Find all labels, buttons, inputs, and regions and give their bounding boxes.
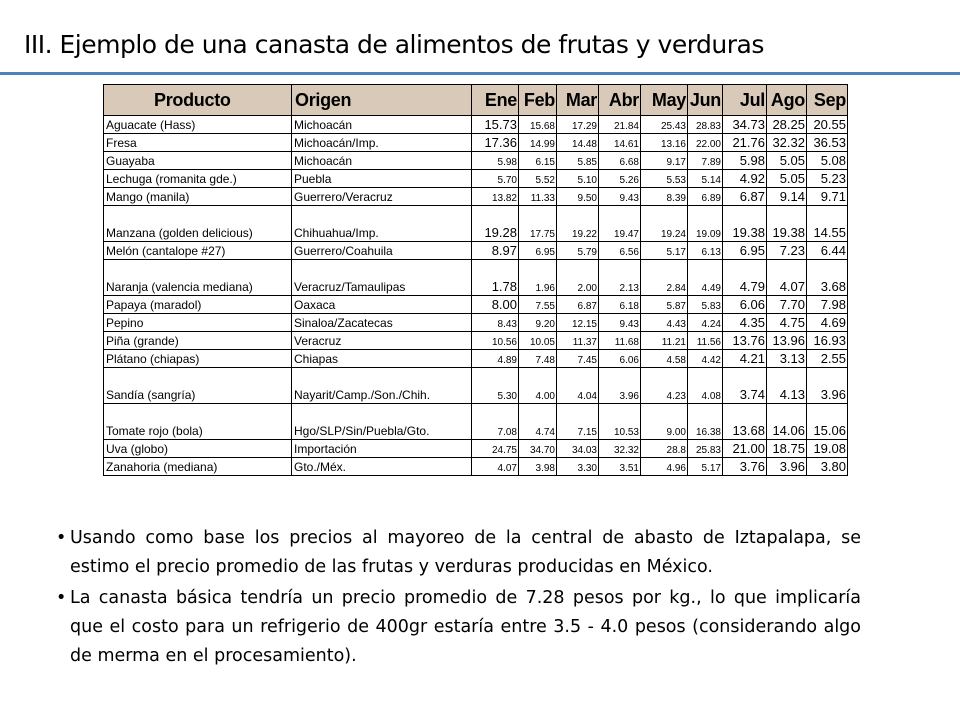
price-cell: 36.53 <box>807 134 848 152</box>
price-cell: 5.10 <box>557 170 599 188</box>
price-cell: 32.32 <box>767 134 807 152</box>
price-cell: 11.68 <box>599 332 641 350</box>
product-cell: Aguacate (Hass) <box>104 116 292 134</box>
price-cell: 7.23 <box>767 242 807 260</box>
product-cell: Naranja (valencia mediana) <box>104 260 292 296</box>
price-cell: 14.61 <box>599 134 641 152</box>
table-row <box>104 116 848 134</box>
price-cell: 8.97 <box>472 242 519 260</box>
price-cell: 19.08 <box>807 440 848 458</box>
price-cell: 8.43 <box>472 314 519 332</box>
origin-cell: Guerrero/Veracruz <box>292 188 472 206</box>
origin-cell: Veracruz/Tamaulipas <box>292 260 472 296</box>
price-cell: 4.07 <box>767 260 807 296</box>
price-cell: 4.21 <box>723 350 767 368</box>
origin-cell: Puebla <box>292 170 472 188</box>
table-row <box>104 242 848 260</box>
price-cell: 20.55 <box>807 116 848 134</box>
header-producto: Producto <box>104 85 292 116</box>
header-origen: Origen <box>292 85 472 116</box>
price-cell: 11.37 <box>557 332 599 350</box>
price-cell: 4.79 <box>723 260 767 296</box>
slide-title: III. Ejemplo de una canasta de alimentos de frutas y verduras <box>24 30 764 59</box>
table-row <box>104 368 848 404</box>
price-cell: 4.92 <box>723 170 767 188</box>
price-cell: 4.89 <box>472 350 519 368</box>
product-cell: Fresa <box>104 134 292 152</box>
price-cell: 34.03 <box>557 440 599 458</box>
price-cell: 5.83 <box>688 296 723 314</box>
price-cell: 13.68 <box>723 404 767 440</box>
price-cell: 5.14 <box>688 170 723 188</box>
header-ago: Ago <box>767 85 807 116</box>
price-cell: 6.18 <box>599 296 641 314</box>
price-cell: 3.13 <box>767 350 807 368</box>
price-cell: 4.49 <box>688 260 723 296</box>
price-cell: 19.38 <box>767 206 807 242</box>
price-cell: 14.55 <box>807 206 848 242</box>
price-cell: 3.30 <box>557 458 599 476</box>
price-cell: 5.08 <box>807 152 848 170</box>
origin-cell: Nayarit/Camp./Son./Chih. <box>292 368 472 404</box>
price-cell: 3.74 <box>723 368 767 404</box>
product-cell: Lechuga (romanita gde.) <box>104 170 292 188</box>
price-cell: 15.73 <box>472 116 519 134</box>
product-cell: Sandía (sangría) <box>104 368 292 404</box>
price-cell: 4.43 <box>641 314 688 332</box>
price-cell: 13.76 <box>723 332 767 350</box>
price-cell: 12.15 <box>557 314 599 332</box>
product-cell: Melón (cantalope #27) <box>104 242 292 260</box>
price-cell: 5.79 <box>557 242 599 260</box>
origin-cell: Sinaloa/Zacatecas <box>292 314 472 332</box>
price-cell: 28.25 <box>767 116 807 134</box>
header-jul: Jul <box>723 85 767 116</box>
origin-cell: Guerrero/Coahuila <box>292 242 472 260</box>
price-cell: 7.70 <box>767 296 807 314</box>
price-cell: 3.68 <box>807 260 848 296</box>
price-cell: 6.95 <box>723 242 767 260</box>
product-cell: Piña (grande) <box>104 332 292 350</box>
price-cell: 3.76 <box>723 458 767 476</box>
product-cell: Uva (globo) <box>104 440 292 458</box>
price-cell: 5.53 <box>641 170 688 188</box>
price-cell: 28.83 <box>688 116 723 134</box>
price-cell: 5.98 <box>723 152 767 170</box>
table-row <box>104 332 848 350</box>
price-cell: 19.24 <box>641 206 688 242</box>
product-cell: Mango (manila) <box>104 188 292 206</box>
price-cell: 5.17 <box>641 242 688 260</box>
table-row <box>104 260 848 296</box>
price-table <box>103 84 848 476</box>
price-cell: 15.68 <box>519 116 557 134</box>
price-cell: 9.14 <box>767 188 807 206</box>
price-cell: 13.96 <box>767 332 807 350</box>
price-cell: 9.50 <box>557 188 599 206</box>
price-cell: 3.51 <box>599 458 641 476</box>
price-cell: 6.06 <box>723 296 767 314</box>
price-cell: 5.98 <box>472 152 519 170</box>
price-cell: 11.21 <box>641 332 688 350</box>
price-cell: 25.43 <box>641 116 688 134</box>
price-cell: 6.06 <box>599 350 641 368</box>
price-cell: 25.83 <box>688 440 723 458</box>
price-cell: 19.22 <box>557 206 599 242</box>
price-cell: 19.28 <box>472 206 519 242</box>
origin-cell: Michoacán <box>292 152 472 170</box>
price-cell: 8.00 <box>472 296 519 314</box>
price-cell: 32.32 <box>599 440 641 458</box>
price-cell: 4.42 <box>688 350 723 368</box>
price-cell: 5.05 <box>767 170 807 188</box>
price-cell: 17.75 <box>519 206 557 242</box>
price-cell: 6.89 <box>688 188 723 206</box>
price-cell: 9.17 <box>641 152 688 170</box>
origin-cell: Oaxaca <box>292 296 472 314</box>
price-cell: 2.13 <box>599 260 641 296</box>
price-cell: 11.56 <box>688 332 723 350</box>
table-row <box>104 314 848 332</box>
table-row <box>104 206 848 242</box>
price-cell: 7.98 <box>807 296 848 314</box>
price-cell: 5.17 <box>688 458 723 476</box>
price-cell: 3.80 <box>807 458 848 476</box>
price-cell: 18.75 <box>767 440 807 458</box>
price-cell: 4.00 <box>519 368 557 404</box>
bullet-dot-icon: • <box>56 588 67 608</box>
price-cell: 4.23 <box>641 368 688 404</box>
product-cell: Pepino <box>104 314 292 332</box>
price-cell: 1.96 <box>519 260 557 296</box>
price-cell: 10.05 <box>519 332 557 350</box>
price-cell: 9.43 <box>599 188 641 206</box>
price-cell: 9.43 <box>599 314 641 332</box>
price-cell: 4.75 <box>767 314 807 332</box>
origin-cell: Gto./Méx. <box>292 458 472 476</box>
product-cell: Papaya (maradol) <box>104 296 292 314</box>
table-row <box>104 296 848 314</box>
price-cell: 4.74 <box>519 404 557 440</box>
product-cell: Manzana (golden delicious) <box>104 206 292 242</box>
price-cell: 9.71 <box>807 188 848 206</box>
header-sep: Sep <box>807 85 848 116</box>
price-cell: 14.48 <box>557 134 599 152</box>
price-cell: 4.96 <box>641 458 688 476</box>
table-row <box>104 458 848 476</box>
header-jun: Jun <box>688 85 723 116</box>
price-cell: 4.07 <box>472 458 519 476</box>
price-cell: 5.23 <box>807 170 848 188</box>
header-may: May <box>641 85 688 116</box>
price-cell: 34.73 <box>723 116 767 134</box>
price-cell: 19.47 <box>599 206 641 242</box>
price-cell: 3.96 <box>599 368 641 404</box>
price-cell: 4.24 <box>688 314 723 332</box>
price-cell: 5.30 <box>472 368 519 404</box>
price-cell: 7.89 <box>688 152 723 170</box>
origin-cell: Michoacán/Imp. <box>292 134 472 152</box>
price-cell: 9.20 <box>519 314 557 332</box>
price-cell: 6.13 <box>688 242 723 260</box>
price-cell: 5.87 <box>641 296 688 314</box>
product-cell: Guayaba <box>104 152 292 170</box>
price-cell: 16.38 <box>688 404 723 440</box>
price-cell: 6.44 <box>807 242 848 260</box>
header-ene: Ene <box>472 85 519 116</box>
price-cell: 24.75 <box>472 440 519 458</box>
price-cell: 4.35 <box>723 314 767 332</box>
price-cell: 7.48 <box>519 350 557 368</box>
price-cell: 21.76 <box>723 134 767 152</box>
price-cell: 5.70 <box>472 170 519 188</box>
price-cell: 5.85 <box>557 152 599 170</box>
product-cell: Plátano (chiapas) <box>104 350 292 368</box>
price-cell: 7.45 <box>557 350 599 368</box>
price-cell: 4.69 <box>807 314 848 332</box>
price-cell: 7.15 <box>557 404 599 440</box>
price-cell: 5.52 <box>519 170 557 188</box>
origin-cell: Importación <box>292 440 472 458</box>
product-cell: Zanahoria (mediana) <box>104 458 292 476</box>
price-cell: 5.26 <box>599 170 641 188</box>
header-abr: Abr <box>599 85 641 116</box>
price-cell: 4.08 <box>688 368 723 404</box>
price-cell: 2.84 <box>641 260 688 296</box>
price-cell: 2.55 <box>807 350 848 368</box>
price-cell: 6.15 <box>519 152 557 170</box>
note-bullet-1 <box>56 524 861 582</box>
price-cell: 6.68 <box>599 152 641 170</box>
product-cell: Tomate rojo (bola) <box>104 404 292 440</box>
price-cell: 19.09 <box>688 206 723 242</box>
origin-cell: Michoacán <box>292 116 472 134</box>
price-cell: 21.00 <box>723 440 767 458</box>
price-cell: 15.06 <box>807 404 848 440</box>
origin-cell: Veracruz <box>292 332 472 350</box>
price-cell: 28.8 <box>641 440 688 458</box>
price-cell: 4.04 <box>557 368 599 404</box>
price-cell: 5.05 <box>767 152 807 170</box>
price-cell: 13.16 <box>641 134 688 152</box>
header-feb: Feb <box>519 85 557 116</box>
bullet-dot-icon: • <box>56 528 67 548</box>
price-table-container <box>103 84 848 476</box>
note-text: Usando como base los precios al mayoreo de la central de abasto de Iztapalapa, se estimo el precio promedio de las frutas y verduras producidas en México. <box>70 528 861 577</box>
price-cell: 10.56 <box>472 332 519 350</box>
price-cell: 13.82 <box>472 188 519 206</box>
origin-cell: Chiapas <box>292 350 472 368</box>
price-cell: 3.98 <box>519 458 557 476</box>
title-divider <box>0 72 960 75</box>
price-cell: 9.00 <box>641 404 688 440</box>
price-cell: 4.13 <box>767 368 807 404</box>
price-cell: 16.93 <box>807 332 848 350</box>
table-row <box>104 152 848 170</box>
header-mar: Mar <box>557 85 599 116</box>
notes-list <box>56 524 861 673</box>
table-row <box>104 350 848 368</box>
price-cell: 8.39 <box>641 188 688 206</box>
price-cell: 6.87 <box>557 296 599 314</box>
price-cell: 14.99 <box>519 134 557 152</box>
table-row <box>104 404 848 440</box>
price-cell: 17.29 <box>557 116 599 134</box>
price-cell: 1.78 <box>472 260 519 296</box>
price-cell: 11.33 <box>519 188 557 206</box>
price-cell: 6.87 <box>723 188 767 206</box>
price-cell: 6.95 <box>519 242 557 260</box>
price-cell: 3.96 <box>767 458 807 476</box>
note-bullet-2 <box>56 584 861 671</box>
price-cell: 17.36 <box>472 134 519 152</box>
price-cell: 21.84 <box>599 116 641 134</box>
price-cell: 34.70 <box>519 440 557 458</box>
price-cell: 2.00 <box>557 260 599 296</box>
price-cell: 7.08 <box>472 404 519 440</box>
price-cell: 22.00 <box>688 134 723 152</box>
origin-cell: Hgo/SLP/Sin/Puebla/Gto. <box>292 404 472 440</box>
origin-cell: Chihuahua/Imp. <box>292 206 472 242</box>
table-row <box>104 188 848 206</box>
price-cell: 10.53 <box>599 404 641 440</box>
price-cell: 7.55 <box>519 296 557 314</box>
table-row <box>104 170 848 188</box>
note-text: La canasta básica tendría un precio promedio de 7.28 pesos por kg., lo que implicaría que el costo para un refrigerio de 400gr estaría entre 3.5 - 4.0 pesos (considerando algo de merma en el procesamiento). <box>70 588 861 666</box>
table-row <box>104 440 848 458</box>
price-cell: 19.38 <box>723 206 767 242</box>
price-cell: 6.56 <box>599 242 641 260</box>
table-row <box>104 134 848 152</box>
price-cell: 14.06 <box>767 404 807 440</box>
price-cell: 3.96 <box>807 368 848 404</box>
price-cell: 4.58 <box>641 350 688 368</box>
table-header-row <box>104 85 848 116</box>
